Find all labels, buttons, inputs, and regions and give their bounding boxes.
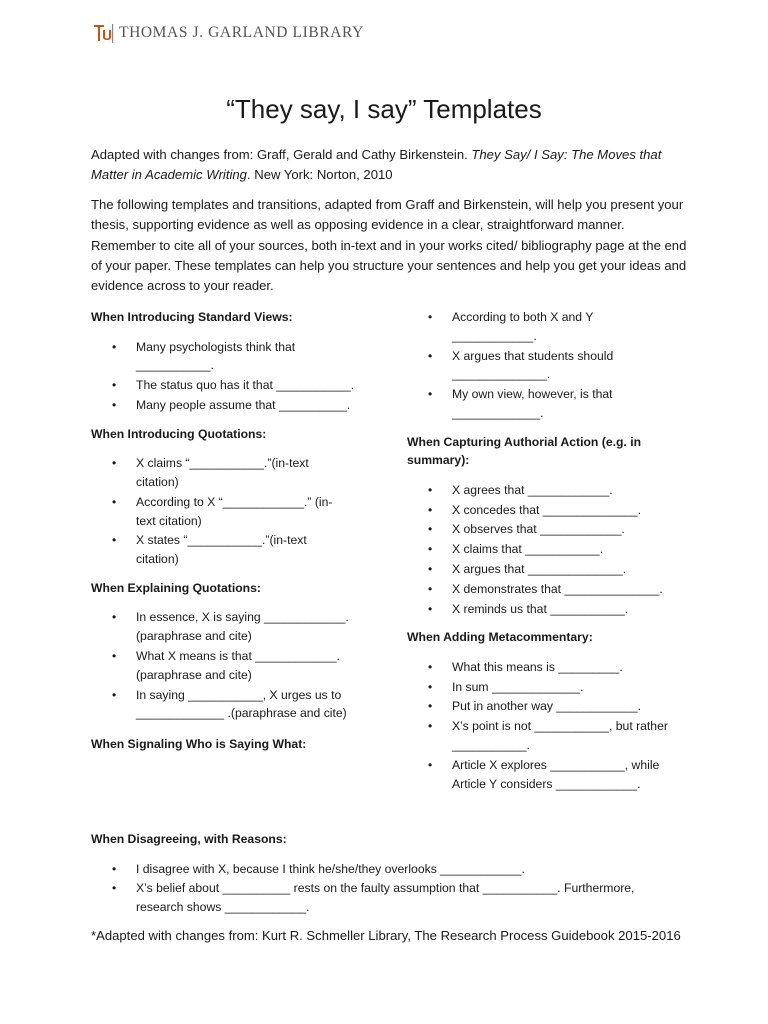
- list-item: • X argues that students should ______________.: [407, 347, 622, 385]
- source-prefix: Adapted with changes from: Graff, Gerald and Cathy Birkenstein.: [91, 147, 472, 162]
- template-list: [91, 338, 391, 415]
- list-item: • Many psychologists think that ___________.: [91, 338, 326, 376]
- list-item: • X’s point is not ___________, but rather ___________.: [407, 717, 682, 755]
- section-heading: When Capturing Authorial Action (e.g. in summary):: [407, 434, 642, 468]
- section-signaling: [91, 735, 391, 754]
- list-item: • Article X explores ___________, while Article Y considers ____________.: [407, 756, 682, 794]
- list-item: • X argues that ______________.: [407, 560, 697, 579]
- section-disagreeing: [91, 830, 711, 917]
- list-item: • In sum _____________.: [407, 678, 697, 697]
- list-item: • Many people assume that __________.: [91, 396, 391, 415]
- template-list: [407, 308, 697, 423]
- list-item: • X demonstrates that ______________.: [407, 580, 697, 599]
- section-heading: When Introducing Standard Views:: [91, 310, 293, 324]
- list-item: • Put in another way ____________.: [407, 697, 697, 716]
- section-heading: When Disagreeing, with Reasons:: [91, 832, 287, 846]
- section-standard-views: [91, 308, 391, 415]
- source-suffix: . New York: Norton, 2010: [246, 167, 393, 183]
- list-item: • According to X “____________.” (in-text citation): [91, 493, 346, 531]
- section-quotations: [91, 425, 391, 569]
- left-column: [91, 308, 391, 754]
- library-name: THOMAS J. GARLAND LIBRARY: [119, 24, 364, 41]
- section-explaining-quotations: [91, 579, 391, 723]
- list-item: • X agrees that ____________.: [407, 481, 697, 500]
- library-header: [92, 22, 364, 44]
- list-item: • X’s belief about __________ rests on the faulty assumption that ___________. Furthermore, research shows ____________.: [91, 879, 656, 917]
- template-list: [91, 860, 711, 917]
- source-book-title: They Say/ I Say: The Moves that Matter in Academic Writing: [91, 147, 662, 183]
- list-item: • In saying ___________, X urges us to _____________ .(paraphrase and cite): [91, 686, 366, 724]
- template-list: [407, 481, 697, 619]
- intro-paragraph: The following templates and transitions, adapted from Graff and Birkenstein, will help you present your thesis, supporting evidence as well as opposing evidence in a clear, straightforward manner. Remember to cite all of your sources, both in-text and in your works cited/ bibliography page at the end of your paper. These templates can help you structure your sentences and help you get your ideas and evidence across to your reader.: [91, 197, 687, 294]
- list-item: • According to both X and Y ____________.: [407, 308, 612, 346]
- section-metacommentary: [407, 628, 697, 793]
- list-item: • In essence, X is saying ____________. (paraphrase and cite): [91, 608, 356, 646]
- footnote: *Adapted with changes from: Kurt R. Schmeller Library, The Research Process Guidebook 2015-2016: [91, 928, 681, 943]
- source-citation: [91, 145, 691, 186]
- list-item: • What this means is _________.: [407, 658, 697, 677]
- list-item: • I disagree with X, because I think he/she/they overlooks ____________.: [91, 860, 711, 879]
- list-item: • X claims “___________.”(in-text citation): [91, 454, 336, 492]
- template-list: [91, 454, 391, 569]
- right-column: [407, 308, 697, 793]
- section-heading: When Signaling Who is Saying What:: [91, 737, 307, 752]
- section-authorial-action: [407, 433, 697, 619]
- template-list: [407, 658, 697, 794]
- section-heading: When Adding Metacommentary:: [407, 630, 593, 645]
- template-list: [91, 608, 391, 723]
- list-item: • My own view, however, is that _____________.: [407, 385, 632, 423]
- list-item: • X concedes that ______________.: [407, 501, 697, 520]
- section-heading: When Explaining Quotations:: [91, 580, 261, 595]
- section-heading: When Introducing Quotations:: [91, 426, 267, 441]
- page-title: “They say, I say” Templates: [226, 94, 542, 124]
- list-item: • X reminds us that ___________.: [407, 600, 697, 619]
- tu-logo-icon: [92, 22, 114, 44]
- list-item: • The status quo has it that ___________.: [91, 376, 391, 395]
- list-item: • What X means is that ____________. (paraphrase and cite): [91, 647, 351, 685]
- list-item: • X states “___________.”(in-text citation): [91, 531, 336, 569]
- list-item: • X observes that ____________.: [407, 520, 697, 539]
- list-item: • X claims that ___________.: [407, 540, 697, 559]
